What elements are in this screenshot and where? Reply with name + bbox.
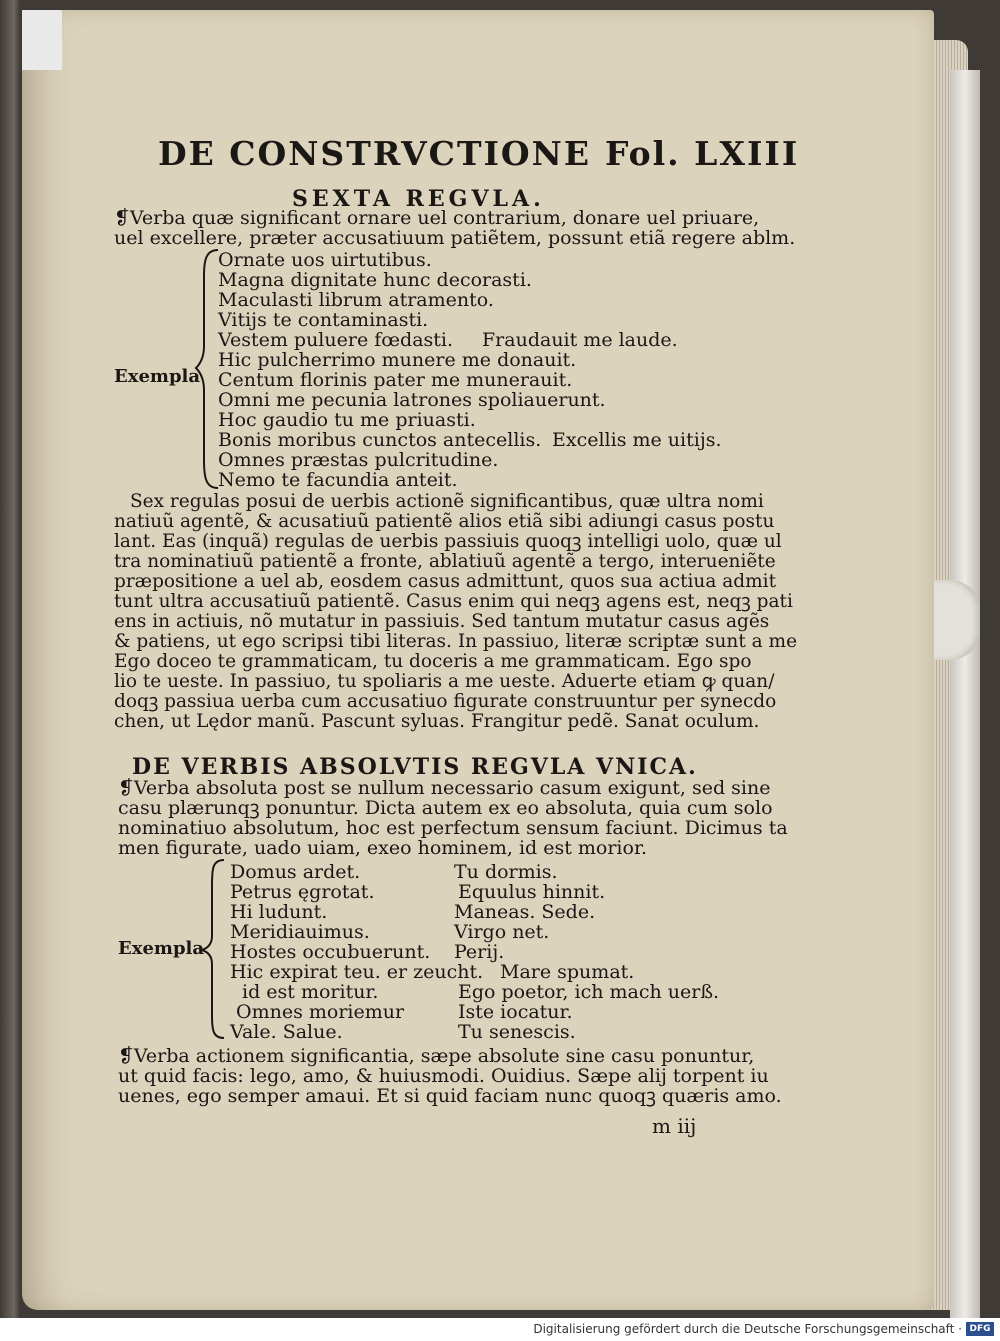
example-left: Hi ludunt. [230, 901, 328, 923]
example-left: Domus ardet. [230, 861, 361, 883]
section-intro-line: nominatiuo absolutum, hoc est perfectum sensum faciunt. Dicimus ta [118, 817, 788, 839]
paragraph-line: chen, ut Lędor manũ. Pascunt syluas. Frangitur pedẽ. Sanat oculum. [114, 711, 760, 732]
section-intro-line: men figurate, uado uiam, exeo hominem, id est morior. [118, 837, 647, 859]
example-line: Omni me pecunia latrones spoliauerunt. [218, 389, 606, 411]
example-line: Hic pulcherrimo munere me donauit. [218, 349, 577, 371]
outro-line: uenes, ego semper amaui. Et si quid faciam nunc quoqꝫ quæris amo. [118, 1085, 782, 1107]
example-line: Vestem puluere fœdasti. [218, 329, 454, 351]
example-left: Hic expirat teu. er zeucht. [230, 961, 484, 983]
example-right: Maneas. Sede. [454, 901, 596, 923]
example-right: Tu senescis. [458, 1021, 576, 1043]
example-line: Vitijs te contaminasti. [218, 309, 429, 331]
dfg-logo: DFG [966, 1322, 994, 1336]
example-left: Vale. Salue. [230, 1021, 343, 1043]
example-line: Centum florinis pater me munerauit. [218, 369, 573, 391]
paragraph-line: doqꝫ passiua uerba cum accusatiuo figurate construuntur per synecdo [114, 691, 777, 712]
section-intro-line: ❡Verba absoluta post se nullum necessario casum exigunt, sed sine [118, 777, 771, 799]
footer-bar [0, 1318, 1000, 1341]
running-head [158, 134, 799, 173]
example-left: Petrus ęgrotat. [230, 881, 375, 903]
paragraph-line: lant. Eas (inquã) regulas de uerbis passiuis quoqꝫ intelligi uolo, quæ ul [114, 531, 782, 552]
example-right: Tu dormis. [454, 861, 558, 883]
example-right: Iste iocatur. [458, 1001, 573, 1023]
rule-intro-line: ❡Verba quæ significant ornare uel contrarium, donare uel priuare, [114, 207, 760, 229]
example-left: Meridiauimus. [230, 921, 370, 943]
paragraph-line: præpositione a uel ab, eosdem casus admittunt, quos sua actiua admit [114, 571, 777, 592]
signature-mark: m iij [652, 1114, 697, 1138]
footer-credit: Digitalisierung gefördert durch die Deutsche Forschungsgemeinschaft · [533, 1322, 962, 1336]
running-title: DE CONSTRVCTIONE [158, 134, 591, 173]
paragraph-line: natiuũ agentẽ, & acusatiuũ patientẽ alios etiã sibi adiungi casus postu [114, 511, 775, 532]
example-line: Bonis moribus cunctos antecellis. [218, 429, 542, 451]
example-extra: Fraudauit me laude. [482, 329, 678, 351]
paragraph-line: ens in actiuis, nõ mutatur in passiuis. Sed tantum mutatur casus agẽs [114, 611, 770, 632]
book-clasp [950, 70, 980, 1320]
examples-label: Exempla [118, 938, 205, 959]
examples-label: Exempla [114, 366, 201, 387]
outro-line: ut quid facis: lego, amo, & huiusmodi. Ouidius. Sæpe alij torpent iu [118, 1065, 769, 1087]
example-line: Ornate uos uirtutibus. [218, 249, 432, 271]
example-right: Virgo net. [454, 921, 550, 943]
example-right: Mare spumat. [500, 961, 635, 983]
folio-number: Fol. LXIII [605, 134, 800, 173]
paragraph-line: & patiens, ut ego scripsi tibi literas. In passiuo, literæ scriptæ sunt a me [114, 631, 798, 652]
paragraph-line: Ego doceo te grammaticam, tu doceris a me grammaticam. Ego spo [114, 651, 752, 672]
example-line: Maculasti librum atramento. [218, 289, 494, 311]
example-right: Perij. [454, 941, 505, 963]
section-title: DE VERBIS ABSOLVTIS REGVLA VNICA. [132, 754, 698, 780]
rule-title: SEXTA REGVLA. [292, 186, 545, 212]
example-line: Nemo te facundia anteit. [218, 469, 458, 491]
example-right: Equulus hinnit. [458, 881, 606, 903]
paragraph-line: tunt ultra accusatiuũ patientẽ. Casus enim qui neqꝫ agens est, neqꝫ pati [114, 591, 793, 612]
example-line: Magna dignitate hunc decorasti. [218, 269, 532, 291]
book-page [22, 10, 934, 1310]
paragraph-line: Sex regulas posui de uerbis actionẽ significantibus, quæ ultra nomi [130, 491, 764, 512]
paragraph-line: tra nominatiuũ patientẽ a fronte, ablatiuũ agentẽ a tergo, interueniẽte [114, 551, 776, 572]
example-right: Ego poetor, ich mach uerß. [458, 981, 720, 1003]
example-left: Omnes moriemur [236, 1001, 405, 1023]
rule-intro-line: uel excellere, præter accusatiuum patiẽtem, possunt etiã regere ablm. [114, 227, 796, 249]
example-left: id est moritur. [242, 981, 379, 1003]
example-extra: Excellis me uitijs. [552, 429, 722, 451]
section-intro-line: casu plærunqꝫ ponuntur. Dicta autem ex eo absoluta, quia cum solo [118, 797, 773, 819]
paragraph-line: lio te ueste. In passiuo, tu spoliaris a me ueste. Aduerte etiam ꝙ quan/ [114, 671, 775, 692]
example-line: Omnes præstas pulcritudine. [218, 449, 499, 471]
example-left: Hostes occubuerunt. [230, 941, 431, 963]
example-line: Hoc gaudio tu me priuasti. [218, 409, 476, 431]
page-text [22, 10, 934, 1310]
outro-line: ❡Verba actionem significantia, sæpe absolute sine casu ponuntur, [118, 1045, 755, 1067]
examples-brace [200, 856, 230, 1042]
